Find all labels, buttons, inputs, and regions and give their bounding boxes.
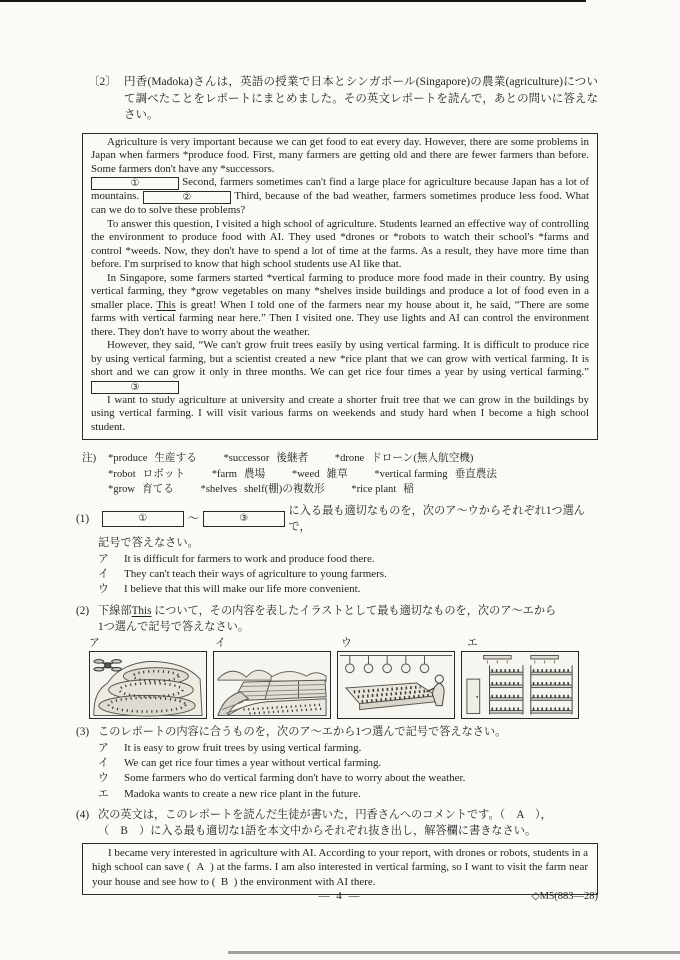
note-entry bbox=[335, 453, 474, 464]
choice-label: エ bbox=[467, 636, 478, 649]
section-number: 〔2〕 bbox=[88, 76, 117, 88]
notes-row bbox=[108, 451, 521, 467]
blank-box-2: ② bbox=[143, 191, 231, 204]
illustration-labels bbox=[89, 637, 598, 650]
note-en: *shelves bbox=[200, 484, 237, 496]
question-1-line-1 bbox=[76, 503, 598, 535]
note-entry bbox=[374, 469, 497, 480]
note-ja: 垂直農法 bbox=[454, 468, 497, 480]
report-paragraph-4 bbox=[91, 339, 589, 394]
paragraph-text: Second, farmers sometimes can't find a large place for agriculture because Japan has a lot of mountains. bbox=[91, 176, 589, 202]
option-text: We can get rice four times a year without vertical farming. bbox=[124, 756, 382, 769]
note-entry bbox=[223, 453, 308, 464]
note-ja: 育てる bbox=[142, 484, 174, 496]
option-text: They can't teach their ways of agriculture to young farmers. bbox=[124, 568, 387, 581]
underlined-this: This bbox=[156, 298, 176, 311]
student-comment-text: I became very interested in agriculture with AI. According to your report, with drones or robots, students in a high school can save ( A ) at the farms. I am also interested in vertical farming, so I want to visit the farm near your house and see how to ( B ) the environment with AI there. bbox=[92, 846, 588, 889]
question-2-line-1 bbox=[76, 603, 598, 619]
choice-label: イ bbox=[215, 636, 226, 649]
note-en: *grow bbox=[108, 484, 136, 496]
option-label: イ bbox=[98, 568, 109, 581]
paragraph-text: Third, because of the bad weather, farmers sometimes produce less food. What can we do to solve these problems? bbox=[91, 190, 589, 216]
note-entry bbox=[108, 484, 174, 495]
notes-row bbox=[108, 482, 521, 498]
option-row bbox=[98, 582, 598, 597]
question-4 bbox=[76, 807, 598, 895]
indoor-farm-with-person-icon bbox=[338, 652, 454, 718]
illustration-b-outdoor-fields-mountains bbox=[213, 651, 331, 719]
option-text: It is difficult for farmers to work and produce food there. bbox=[124, 552, 375, 565]
note-en: *farm bbox=[211, 468, 237, 480]
illustration-row bbox=[89, 651, 598, 719]
section-header bbox=[88, 74, 598, 124]
question-3-options bbox=[98, 741, 598, 802]
question-2 bbox=[76, 603, 598, 719]
student-comment-box bbox=[82, 843, 598, 895]
question-1-number: (1) bbox=[76, 512, 90, 525]
illustration-choices bbox=[89, 637, 598, 719]
text-segment: について，その内容を表したイラストとして最も適切なものを，次のア～エから bbox=[151, 604, 557, 617]
illustration-c-indoor-farm-person bbox=[337, 651, 455, 719]
note-en: *produce bbox=[108, 453, 148, 464]
report-paragraph-3 bbox=[91, 272, 589, 340]
option-label: ウ bbox=[98, 583, 109, 596]
blank-box-3: ③ bbox=[91, 381, 179, 394]
note-ja: shelf(棚)の複数形 bbox=[244, 484, 325, 496]
vocabulary-notes bbox=[82, 451, 598, 498]
option-text: Madoka wants to create a new rice plant in the future. bbox=[124, 787, 361, 800]
document-code: ◇M5(883—28) bbox=[531, 891, 598, 902]
option-row bbox=[98, 771, 598, 786]
question-3-line-1 bbox=[76, 724, 598, 740]
paragraph-text: To answer this question, I visited a high school of agriculture. Students learned an effective way of controlling the environment to produce food with AI. They used *drones or *robots to watch their school's *farms and control *weeds. Now, they don't have to spend a lot of time at the farms. As a result, they have more time than before. I'm surprised to know that high school students use AI like that. bbox=[91, 217, 589, 270]
choice-label: ア bbox=[89, 636, 100, 649]
page-content bbox=[76, 74, 598, 895]
question-4-number: (4) bbox=[76, 808, 90, 821]
report-paragraph-2 bbox=[91, 218, 589, 272]
paragraph-text: In Singapore, some farmers started *vertical farming to produce more food made in their country. By using vertical farming, they *grow vegetables on many *shelves inside buildings and produce a lot of food even in a smaller place. bbox=[91, 271, 589, 311]
paragraph-text: However, they said, “We can't grow fruit trees easily by using vertical farming. It is difficult to produce rice by using vertical farming, but a scientist created a new *rice plant that we can grow with vertical farming. It is short and we can grow it only in three months. We can get rice four times a year by using vertical farming.” bbox=[91, 339, 589, 378]
notes-rows bbox=[108, 451, 521, 498]
question-3 bbox=[76, 724, 598, 802]
option-label: エ bbox=[98, 787, 109, 800]
question-1 bbox=[76, 503, 598, 598]
note-ja: ロボット bbox=[142, 468, 186, 480]
note-en: *weed bbox=[291, 468, 320, 480]
question-3-text: このレポートの内容に合うものを，次のア～エから1つ選んで記号で答えなさい。 bbox=[98, 725, 507, 738]
question-1-line-2: 記号で答えなさい。 bbox=[98, 536, 199, 549]
note-entry bbox=[351, 484, 414, 495]
blank-box-ref-3: ③ bbox=[203, 511, 285, 527]
paragraph-text: I want to study agriculture at university and create a shorter fruit tree that we can grow in the buildings by using vertical farming. I will visit various farms on weekends and study hard when I become a high school student. bbox=[91, 393, 589, 433]
question-2-line-2: 1つ選んで記号で答えなさい。 bbox=[98, 620, 250, 633]
note-en: *rice plant bbox=[351, 484, 397, 496]
option-row bbox=[98, 741, 598, 756]
illustration-a-drone-terraced-fields bbox=[89, 651, 207, 719]
blank-box-ref-1: ① bbox=[102, 511, 184, 527]
underlined-this-ref: This bbox=[131, 604, 152, 617]
option-label: ウ bbox=[98, 772, 109, 785]
note-ja: 稲 bbox=[403, 484, 414, 496]
report-paragraph-1b bbox=[91, 176, 589, 218]
note-entry bbox=[201, 484, 325, 495]
note-entry bbox=[108, 453, 197, 464]
note-ja: 雑草 bbox=[326, 468, 348, 480]
question-4-line-2: （ B ）に入る最も適切な1語を本文中からそれぞれ抜き出し，解答欄に書きなさい。 bbox=[98, 824, 537, 837]
note-ja: 後継者 bbox=[276, 453, 309, 464]
vertical-farm-shelves-icon bbox=[462, 652, 578, 718]
notes-row bbox=[108, 467, 521, 483]
option-label: ア bbox=[98, 741, 109, 754]
paragraph-text: is great! When I told one of the farmers near my house about it, he said, “There are some farms with vertical farming near here.” Then I visited one. They use lights and AI can control the environment there. They don't have to worry about the weather. bbox=[91, 298, 589, 338]
note-en: *robot bbox=[108, 468, 136, 480]
report-paragraph-5 bbox=[91, 394, 589, 435]
fields-and-mountains-icon bbox=[214, 652, 330, 718]
question-2-number: (2) bbox=[76, 604, 90, 617]
scan-artifact-top bbox=[0, 0, 586, 2]
tilde: ～ bbox=[187, 512, 199, 525]
option-text: I believe that this will make our life more convenient. bbox=[124, 583, 361, 596]
drone-over-terraces-icon bbox=[90, 652, 206, 718]
note-entry bbox=[292, 469, 348, 480]
option-row bbox=[98, 756, 598, 771]
notes-label: 注) bbox=[82, 453, 97, 464]
option-text: Some farmers who do vertical farming don't have to worry about the weather. bbox=[124, 772, 466, 785]
illustration-d-vertical-farm-shelves bbox=[461, 651, 579, 719]
report-passage-box bbox=[82, 133, 598, 441]
question-4-line-1 bbox=[76, 807, 598, 823]
section-instructions: 円香(Madoka)さんは，英語の授業で日本とシンガポール(Singapore)の農業(agriculture)について調べたことをレポートにまとめました。その英文レポートを読んで，あとの問いに答えなさい。 bbox=[124, 76, 598, 121]
scan-artifact-bottom bbox=[228, 951, 680, 954]
option-row bbox=[98, 552, 598, 567]
option-text: It is easy to grow fruit trees by using vertical farming. bbox=[124, 741, 362, 754]
question-2-text bbox=[98, 603, 556, 619]
option-label: ア bbox=[98, 552, 109, 565]
option-row bbox=[98, 567, 598, 582]
question-4-text: 次の英文は，このレポートを読んだ生徒が書いた，円香さんへのコメントです。（ A ）， bbox=[98, 808, 552, 821]
text-segment: 下線部 bbox=[98, 604, 132, 617]
note-en: *vertical farming bbox=[374, 468, 448, 480]
question-3-number: (3) bbox=[76, 725, 90, 738]
note-en: *drone bbox=[334, 453, 365, 464]
note-entry bbox=[108, 469, 185, 480]
note-ja: 農場 bbox=[244, 468, 266, 480]
page-number: — 4 — bbox=[318, 890, 362, 902]
note-ja: 生産する bbox=[154, 453, 197, 464]
paragraph-text: Agriculture is very important because we can get food to eat every day. However, there are some problems in Japan when farmers *produce food. First, many farmers are getting old and there are fewer farmers than before. Some farmers don't have any *successors. bbox=[91, 135, 589, 175]
blank-box-1: ① bbox=[91, 177, 179, 190]
choice-label: ウ bbox=[341, 636, 352, 649]
note-ja: ドローン(無人航空機) bbox=[371, 453, 474, 464]
note-entry bbox=[212, 469, 265, 480]
option-label: イ bbox=[98, 756, 109, 769]
question-1-text: に入る最も適切なものを，次のア～ウからそれぞれ1つ選んで， bbox=[288, 504, 585, 533]
report-paragraph-1a bbox=[91, 136, 589, 177]
option-row bbox=[98, 787, 598, 802]
question-1-options bbox=[98, 552, 598, 598]
note-en: *successor bbox=[223, 453, 270, 464]
